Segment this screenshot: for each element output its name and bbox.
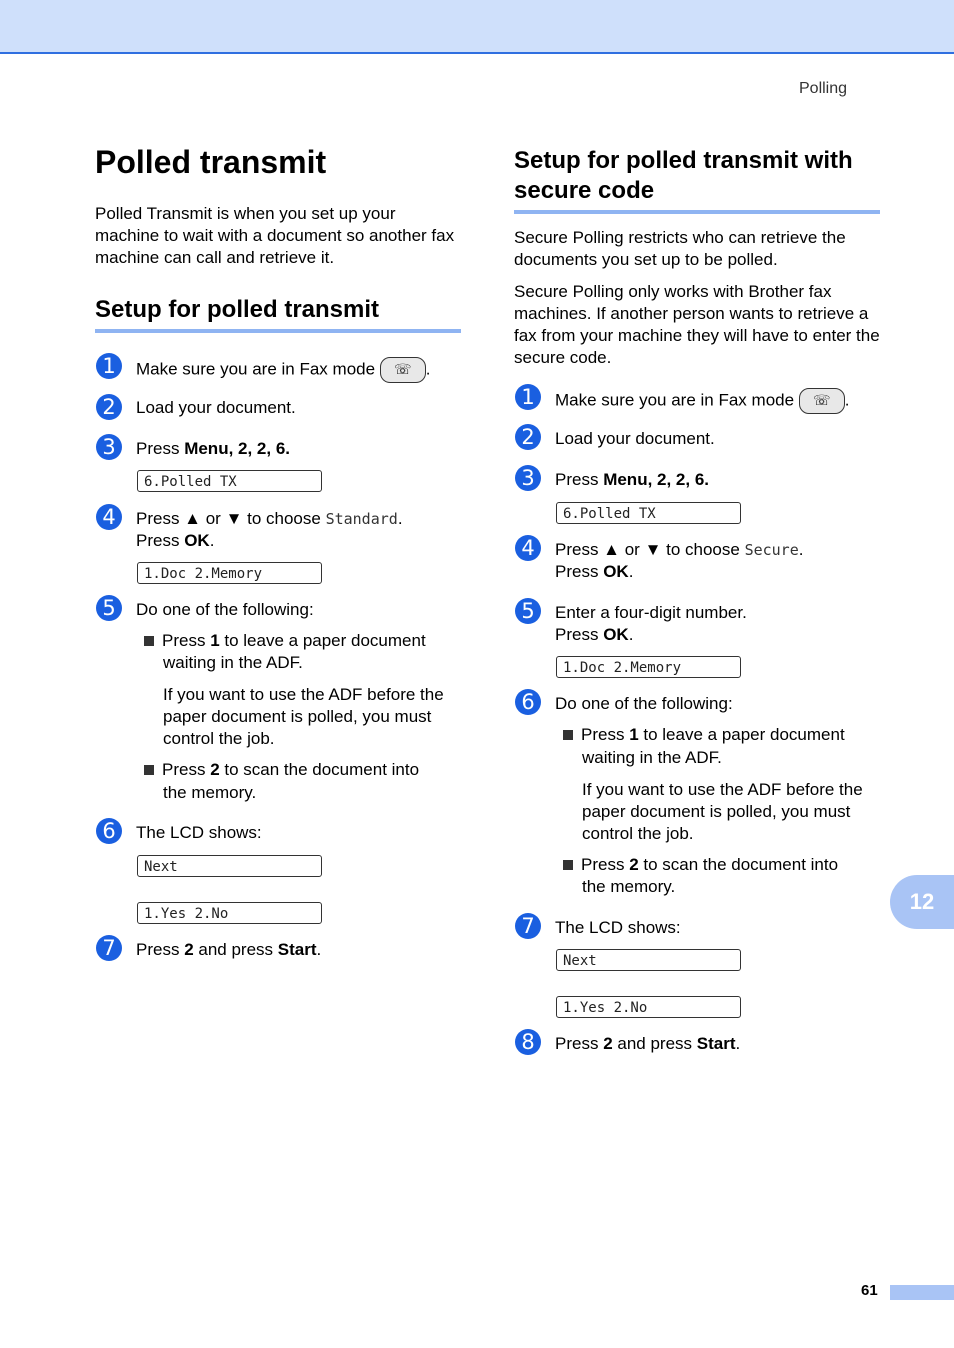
bullet-item: Press 1 to leave a paper document	[144, 630, 461, 652]
page-title: Polled transmit	[95, 144, 327, 180]
step-text: Do one of the following:	[555, 694, 733, 713]
step-number: 2	[96, 394, 122, 420]
step-number: 4	[96, 504, 122, 530]
heading-rule	[514, 210, 880, 214]
note-paragraph: If you want to use the ADF before the paper document is polled, you must control the job.	[163, 685, 444, 748]
lcd-display: 6.Polled TX	[137, 470, 322, 492]
lcd-display: 6.Polled TX	[556, 502, 741, 524]
lcd-display: 1.Doc 2.Memory	[556, 656, 741, 678]
bullet-continuation: the memory.	[163, 783, 257, 802]
step-number: 5	[515, 598, 541, 624]
step-label: Make sure you are in Fax mode	[136, 359, 376, 379]
lcd-display: 1.Doc 2.Memory	[137, 562, 322, 584]
step-text: Enter a four-digit number. Press OK.	[555, 603, 747, 644]
step-number: 5	[96, 595, 122, 621]
chapter-tab: 12	[890, 875, 954, 929]
step-number: 6	[515, 689, 541, 715]
step-number: 7	[515, 913, 541, 939]
step-text: Press 2 and press Start.	[555, 1034, 741, 1053]
bullet-continuation: waiting in the ADF.	[163, 653, 303, 672]
step-text: Do one of the following:	[136, 600, 314, 619]
step-number: 3	[515, 465, 541, 491]
fax-icon: ☏	[799, 388, 845, 414]
paragraph: Secure Polling only works with Brother fax machines. If another person wants to retrieve a fax from your machine they will have to enter the secure code.	[514, 282, 880, 367]
step-text: The LCD shows:	[136, 823, 262, 842]
bullet-continuation: waiting in the ADF.	[582, 748, 722, 767]
step-number: 6	[96, 818, 122, 844]
running-header: Polling	[799, 80, 848, 97]
note-paragraph: If you want to use the ADF before the paper document is polled, you must control the job.	[582, 780, 863, 843]
lcd-display: Next	[137, 855, 322, 877]
fax-icon: ☏	[380, 357, 426, 383]
step-number: 1	[96, 353, 122, 379]
step-number: 1	[515, 384, 541, 410]
step-text: Press ▲ or ▼ to choose Secure. Press OK.	[555, 540, 804, 581]
lcd-display: Next	[556, 949, 741, 971]
section-heading-right: Setup for polled transmit with secure code	[514, 147, 853, 204]
step-text: The LCD shows:	[555, 918, 681, 937]
step-text: Press 2 and press Start.	[136, 940, 322, 959]
heading-rule	[95, 329, 461, 333]
page-number-bar	[890, 1285, 954, 1300]
bullet-item: Press 2 to scan the document into	[144, 759, 461, 781]
step-text: Press ▲ or ▼ to choose Standard. Press OK.	[136, 509, 403, 550]
step-number: 8	[515, 1029, 541, 1055]
step-number: 3	[96, 434, 122, 460]
bullet-item: Press 2 to scan the document into	[563, 854, 880, 876]
step-number: 2	[515, 424, 541, 450]
page-number: 61	[861, 1282, 878, 1299]
step-label: Make sure you are in Fax mode	[555, 390, 795, 410]
step-text: Make sure you are in Fax mode ☏ .	[136, 357, 431, 383]
step-text: Load your document.	[136, 398, 296, 417]
intro-paragraph: Polled Transmit is when you set up your machine to wait with a document so another fax machine can call and retrieve it.	[95, 204, 455, 267]
section-heading-left: Setup for polled transmit	[95, 296, 380, 323]
lcd-display: 1.Yes 2.No	[556, 996, 741, 1018]
step-text: Load your document.	[555, 429, 715, 448]
step-text: Press Menu, 2, 2, 6.	[136, 439, 291, 458]
step-text: Press Menu, 2, 2, 6.	[555, 470, 710, 489]
bullet-item: Press 1 to leave a paper document	[563, 724, 880, 746]
step-number: 7	[96, 935, 122, 961]
bullet-continuation: the memory.	[582, 877, 676, 896]
step-number: 4	[515, 535, 541, 561]
header-band	[0, 0, 954, 54]
lcd-display: 1.Yes 2.No	[137, 902, 322, 924]
step-text: Make sure you are in Fax mode ☏ .	[555, 388, 850, 414]
paragraph: Secure Polling restricts who can retrieve the documents you set up to be polled.	[514, 228, 846, 269]
